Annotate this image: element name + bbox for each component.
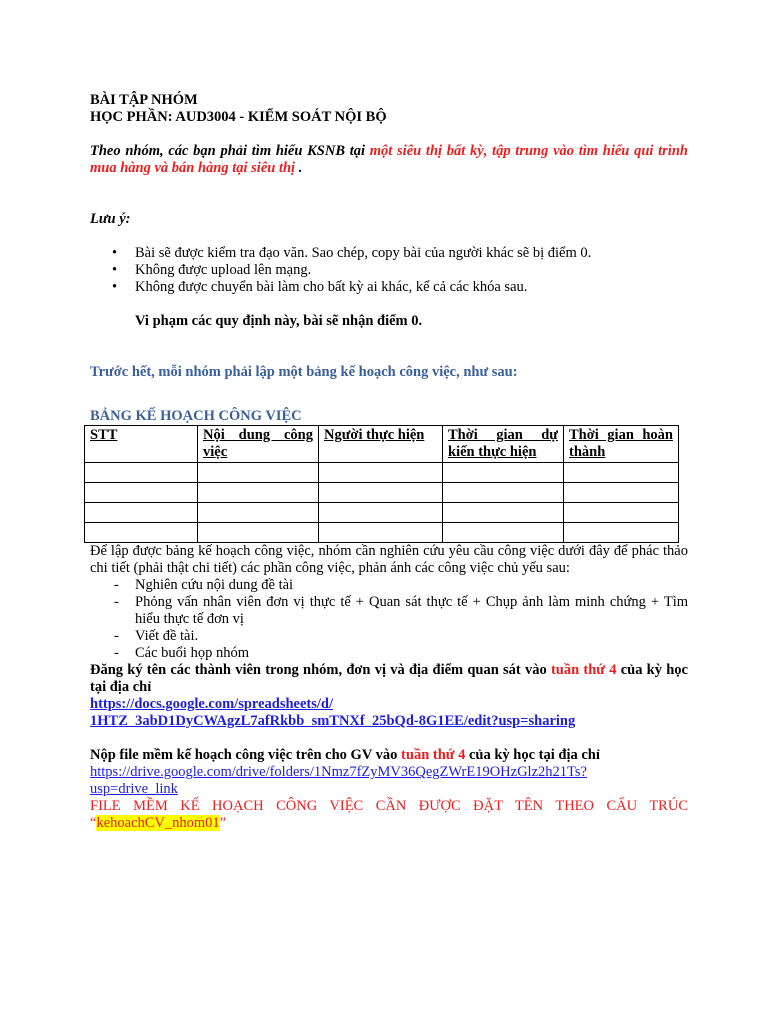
submit-lead: Nộp file mềm kế hoạch công việc trên cho GV vào xyxy=(90,747,402,763)
table-cell xyxy=(198,503,319,523)
first-step-heading: Trước hết, mỗi nhóm phải lập một bảng kế hoạch công việc, như sau: xyxy=(90,364,518,380)
open-quote: “ xyxy=(90,815,97,831)
table-cell xyxy=(85,483,198,503)
file-naming-instruction: FILE MỀM KẾ HOẠCH CÔNG VIỆC CẦN ĐƯỢC ĐẶT TÊN THEO CẤU TRÚC xyxy=(90,798,688,814)
submit-paragraph xyxy=(90,747,688,764)
submit-link-part1[interactable]: https://drive.google.com/drive/folders/1Nmz7fZyMV36QegZWrE19OHzGlz2h21Ts? xyxy=(90,764,587,780)
intro-paragraph xyxy=(90,143,688,177)
file-naming-example-line xyxy=(90,815,688,832)
register-link[interactable] xyxy=(90,696,688,730)
table-row xyxy=(85,503,679,523)
plan-table xyxy=(84,425,679,543)
submit-link[interactable] xyxy=(90,764,688,798)
table-cell xyxy=(443,483,564,503)
description-paragraph: Để lập được bảng kế hoạch công việc, nhóm cần nghiên cứu yêu cầu công việc dưới đây để phác thảo chi tiết (phải thật chi tiết) các phần công việc, phản ánh các công việc chủ yếu sau: xyxy=(90,543,688,576)
table-cell xyxy=(198,523,319,543)
list-item: • Không được upload lên mạng. xyxy=(90,262,688,279)
column-header-content: Nội dung công việc xyxy=(198,426,319,463)
table-cell xyxy=(564,523,679,543)
assignment-title: BÀI TẬP NHÓM xyxy=(90,92,198,108)
warning-text: Vi phạm các quy định này, bài sẽ nhận điểm 0. xyxy=(135,313,423,329)
file-name-example: kehoachCV_nhom01 xyxy=(96,815,220,831)
table-cell xyxy=(85,463,198,483)
register-link-part2[interactable]: 1HTZ_3abD1DyCWAgzL7afRkbb_smTNXf_25bQd-8G1EE/edit?usp=sharing xyxy=(90,713,576,729)
table-cell xyxy=(85,503,198,523)
table-cell xyxy=(319,503,443,523)
list-item: - Các buổi họp nhóm xyxy=(90,645,688,662)
table-header-row xyxy=(85,426,679,463)
register-week: tuần thứ 4 xyxy=(550,662,617,678)
course-title: HỌC PHẦN: AUD3004 - KIỂM SOÁT NỘI BỘ xyxy=(90,109,387,125)
list-item: - Nghiên cứu nội dung đề tài xyxy=(90,577,688,594)
notes-title: Lưu ý: xyxy=(90,211,131,227)
register-lead: Đăng ký tên các thành viên trong nhóm, đơn vị và địa điểm quan sát vào xyxy=(90,662,551,678)
table-row xyxy=(85,463,679,483)
list-item: - Viết đề tài. xyxy=(90,628,688,645)
column-header-planned-time: Thời gian dự kiến thực hiện xyxy=(443,426,564,463)
document-page xyxy=(90,92,688,832)
submit-week: tuần thứ 4 xyxy=(401,747,466,763)
column-header-assignee: Người thực hiện xyxy=(319,426,443,463)
list-item: • Không được chuyển bài làm cho bất kỳ ai khác, kể cả các khóa sau. xyxy=(90,279,688,296)
list-item: - Phỏng vấn nhân viên đơn vị thực tế + Quan sát thực tế + Chụp ảnh làm minh chứng + Tìm hiểu thực tế đơn vị xyxy=(90,594,688,628)
table-cell xyxy=(443,463,564,483)
table-cell xyxy=(198,483,319,503)
table-cell xyxy=(319,463,443,483)
column-header-stt: STT xyxy=(85,426,198,463)
plan-table-title: BẢNG KẾ HOẠCH CÔNG VIỆC xyxy=(90,408,302,424)
register-end: của kỳ học tại địa chỉ xyxy=(90,662,688,695)
table-cell xyxy=(443,523,564,543)
table-cell xyxy=(85,523,198,543)
table-cell xyxy=(443,503,564,523)
table-row xyxy=(85,523,679,543)
submit-end: của kỳ học tại địa chỉ xyxy=(465,747,600,763)
table-cell xyxy=(198,463,319,483)
table-cell xyxy=(564,463,679,483)
register-paragraph xyxy=(90,662,688,696)
intro-end: . xyxy=(295,160,303,176)
table-cell xyxy=(319,523,443,543)
notes-list xyxy=(90,245,688,296)
table-cell xyxy=(564,503,679,523)
close-quote: ” xyxy=(219,815,227,831)
tasks-list xyxy=(90,577,688,662)
column-header-completion-time: Thời gian hoàn thành xyxy=(564,426,679,463)
table-cell xyxy=(319,483,443,503)
submit-link-part2[interactable]: usp=drive_link xyxy=(90,781,178,797)
table-cell xyxy=(564,483,679,503)
intro-lead: Theo nhóm, các bạn phải tìm hiểu KSNB tại xyxy=(90,143,370,159)
list-item: • Bài sẽ được kiểm tra đạo văn. Sao chép, copy bài của người khác sẽ bị điểm 0. xyxy=(90,245,688,262)
intro-highlight: một siêu thị bất kỳ, tập trung vào tìm hiểu qui trình mua hàng và bán hàng tại siêu thị xyxy=(90,143,688,176)
table-row xyxy=(85,483,679,503)
register-link-part1[interactable]: https://docs.google.com/spreadsheets/d/ xyxy=(90,696,334,712)
